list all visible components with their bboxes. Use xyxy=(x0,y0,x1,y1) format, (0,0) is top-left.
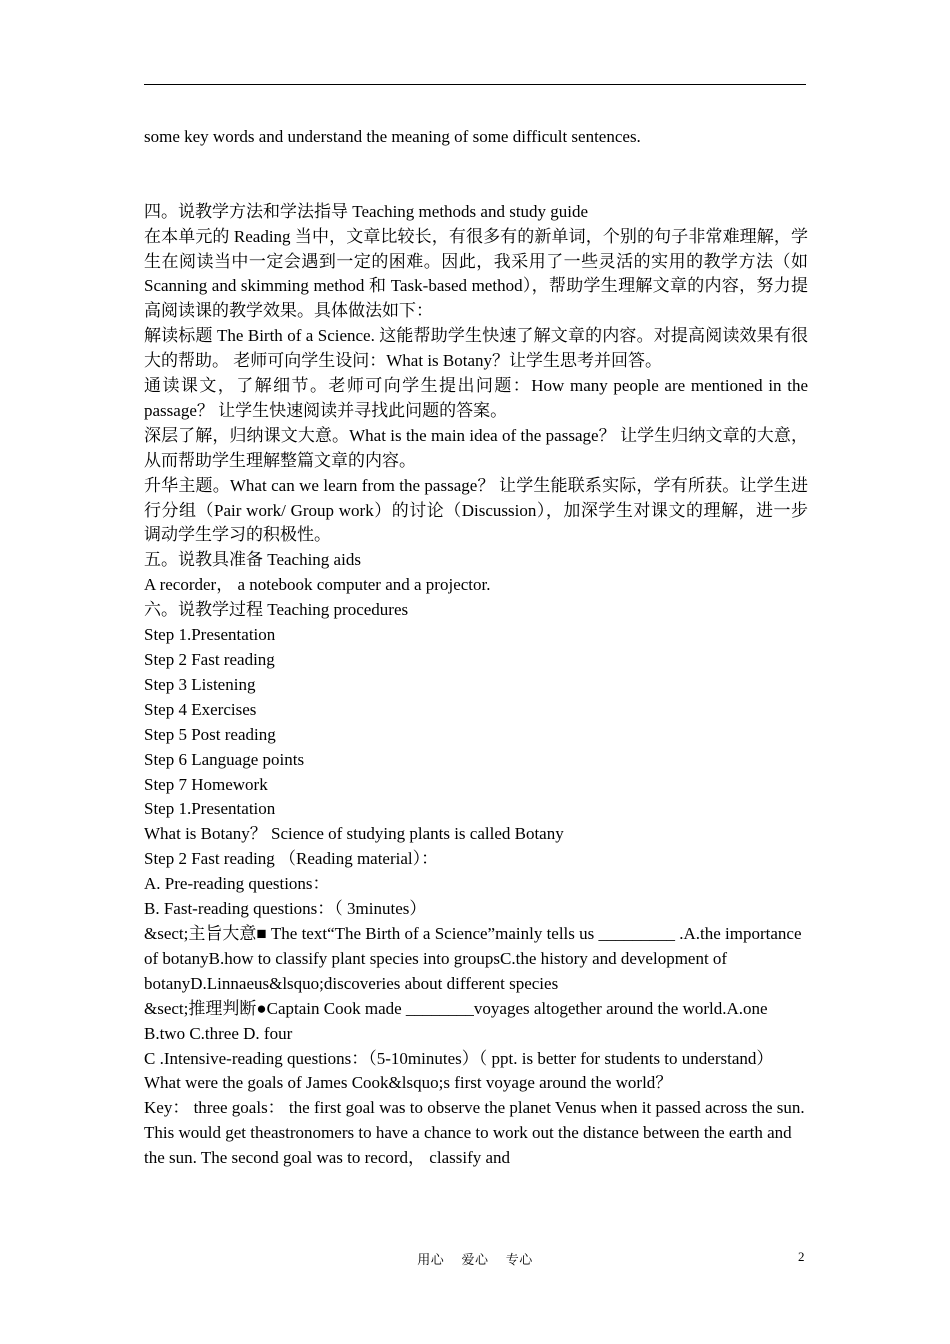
page-number: 2 xyxy=(798,1249,805,1264)
paragraph-gap xyxy=(144,150,808,200)
step-item: Step 2 Fast reading xyxy=(144,650,275,670)
paragraph: 深层了解，归纳课文大意。What is the main idea of the passage？ 让学生归纳文章的大意，从而帮助学生理解整篇文章的内容。 xyxy=(144,425,808,470)
question-heading: C .Intensive-reading questions：（5-10minutes）（ ppt. is better for students to understand） xyxy=(144,1048,774,1068)
document-body xyxy=(144,125,808,1171)
question-item: &sect;推理判断●Captain Cook made ________voyages altogether around the world.A.one B.two C.three D. four xyxy=(144,998,768,1043)
section-heading: 六。说教学过程 Teaching procedures xyxy=(144,600,409,620)
paragraph: some key words and understand the meaning of some difficult sentences. xyxy=(144,127,641,146)
step-item: Step 5 Post reading xyxy=(144,724,276,744)
step-item: Step 3 Listening xyxy=(144,674,256,694)
paragraph: 在本单元的 Reading 当中，文章比较长，有很多有的新单词，个别的句子非常难理解，学生在阅读当中一定会遇到一定的困难。因此，我采用了一些灵活的实用的教学方法（如 Scanning and skimming method 和 Task-based method），帮助学生理解文章的内容，努力提高阅读课的教学效果。具体做法如下： xyxy=(144,226,808,321)
step-item: Step 4 Exercises xyxy=(144,699,257,719)
paragraph: What is Botany？ Science of studying plants is called Botany xyxy=(144,824,564,844)
step-heading: Step 2 Fast reading （Reading material）： xyxy=(144,849,439,869)
footer-motto: 用心 爱心 专心 xyxy=(417,1252,533,1267)
step-item: Step 6 Language points xyxy=(144,749,305,769)
question-item: What were the goals of James Cook&lsquo;s first voyage around the world？ xyxy=(144,1073,673,1093)
step-item: Step 7 Homework xyxy=(144,774,268,794)
paragraph: 解读标题 The Birth of a Science. 这能帮助学生快速了解文章的内容。对提高阅读效果有很大的帮助。 老师可向学生设问：What is Botany？让学生思考并回答。 xyxy=(144,326,808,371)
section-heading: 五。说教具准备 Teaching aids xyxy=(144,550,361,570)
question-item: &sect;主旨大意■ The text“The Birth of a Science”mainly tells us _________ .A.the importance of botanyB.how to classify plant species into groupsC.the history and development of botanyD.Linnaeus&lsquo;discoveries about different species xyxy=(144,923,802,993)
step-heading: Step 1.Presentation xyxy=(144,799,276,819)
paragraph: A recorder， a notebook computer and a projector. xyxy=(144,575,491,595)
paragraph: 通读课文，了解细节。老师可向学生提出问题：How many people are mentioned in the passage？ 让学生快速阅读并寻找此问题的答案。 xyxy=(144,376,808,420)
header-rule xyxy=(144,84,806,85)
section-heading: 四。说教学方法和学法指导 Teaching methods and study guide xyxy=(144,201,589,221)
paragraph: 升华主题。What can we learn from the passage？ 让学生能联系实际，学有所获。让学生进行分组（Pair work/ Group work）的讨论（Discussion），加深学生对课文的理解，进一步调动学生学习的积极性。 xyxy=(144,475,808,545)
question-heading: A. Pre-reading questions： xyxy=(144,874,330,894)
answer-key: Key： three goals： the first goal was to observe the planet Venus when it passed across the sun. This would get theastronomers to have a chance to work out the distance between the earth and the sun. The second goal was to record， classify and xyxy=(144,1098,805,1168)
question-heading: B. Fast-reading questions：（ 3minutes） xyxy=(144,899,427,919)
step-item: Step 1.Presentation xyxy=(144,625,276,645)
